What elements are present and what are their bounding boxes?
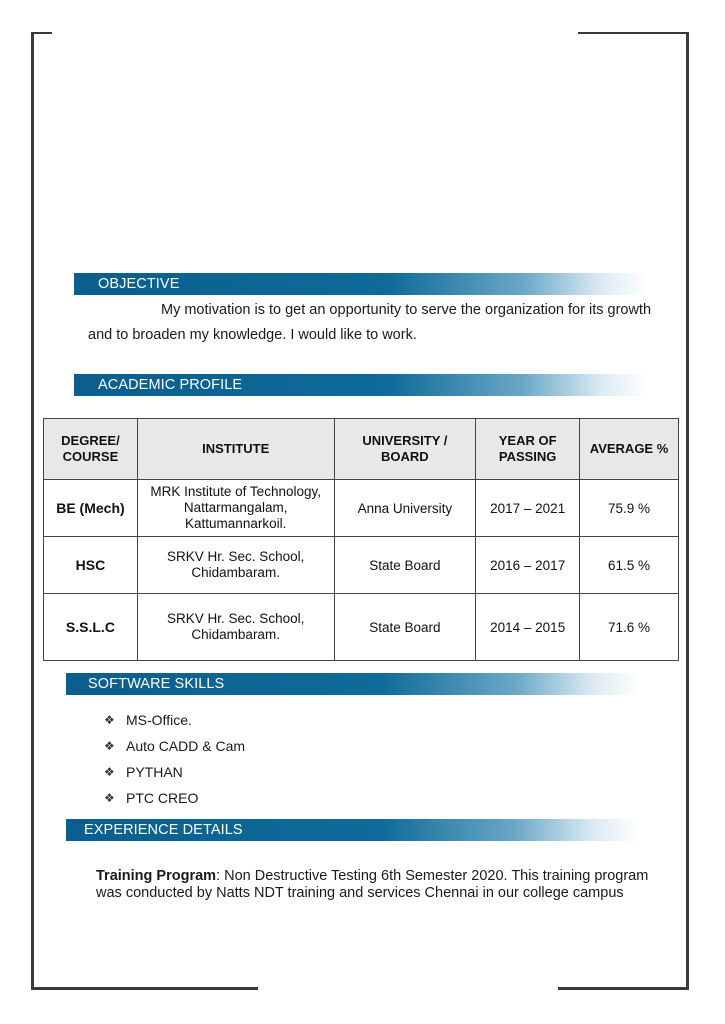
experience-heading-bar [66, 819, 640, 841]
header-average: AVERAGE % [580, 419, 679, 480]
objective-line-1: My motivation is to get an opportunity to serve the organization for its growth [161, 302, 652, 318]
experience-text [96, 868, 676, 902]
experience-label: Training Program [96, 868, 217, 884]
diamond-bullet-icon: ❖ [104, 791, 115, 805]
academic-table [43, 418, 679, 661]
board-cell: State Board [334, 537, 476, 594]
header-degree: DEGREE/ COURSE [44, 419, 138, 480]
border-gap-bottom [258, 985, 558, 995]
list-item: ❖ PYTHAN [104, 759, 245, 785]
objective-heading: OBJECTIVE [98, 276, 180, 292]
institute-cell: SRKV Hr. Sec. School, Chidambaram. [137, 594, 334, 661]
academic-heading-bar [74, 374, 648, 396]
average-cell: 61.5 % [580, 537, 679, 594]
institute-cell: MRK Institute of Technology, Nattarmangalam, Kattumannarkoil. [137, 480, 334, 537]
diamond-bullet-icon: ❖ [104, 739, 115, 753]
degree-cell: BE (Mech) [44, 480, 138, 537]
experience-heading: EXPERIENCE DETAILS [84, 822, 243, 838]
list-item: ❖ MS-Office. [104, 707, 245, 733]
degree-cell: HSC [44, 537, 138, 594]
table-row [44, 537, 679, 594]
skills-list [104, 707, 245, 811]
table-row [44, 594, 679, 661]
objective-heading-bar [74, 273, 648, 295]
border-gap-top [52, 30, 578, 35]
table-row [44, 480, 679, 537]
board-cell: Anna University [334, 480, 476, 537]
objective-line-2: and to broaden my knowledge. I would like to work. [88, 327, 417, 343]
diamond-bullet-icon: ❖ [104, 713, 115, 727]
year-cell: 2017 – 2021 [476, 480, 580, 537]
degree-cell: S.S.L.C [44, 594, 138, 661]
diamond-bullet-icon: ❖ [104, 765, 115, 779]
year-cell: 2016 – 2017 [476, 537, 580, 594]
header-year: YEAR OF PASSING [476, 419, 580, 480]
list-item: ❖ PTC CREO [104, 785, 245, 811]
year-cell: 2014 – 2015 [476, 594, 580, 661]
table-header-row [44, 419, 679, 480]
header-institute: INSTITUTE [137, 419, 334, 480]
institute-cell: SRKV Hr. Sec. School, Chidambaram. [137, 537, 334, 594]
software-heading: SOFTWARE SKILLS [88, 676, 225, 692]
board-cell: State Board [334, 594, 476, 661]
objective-text [88, 298, 678, 348]
academic-heading: ACADEMIC PROFILE [98, 377, 243, 393]
average-cell: 71.6 % [580, 594, 679, 661]
software-heading-bar [66, 673, 640, 695]
experience-body: : Non Destructive Testing 6th Semester 2020. This training program was conducted by Natts NDT training and services Chennai in our college campus [96, 868, 649, 901]
average-cell: 75.9 % [580, 480, 679, 537]
list-item: ❖ Auto CADD & Cam [104, 733, 245, 759]
header-university: UNIVERSITY / BOARD [334, 419, 476, 480]
